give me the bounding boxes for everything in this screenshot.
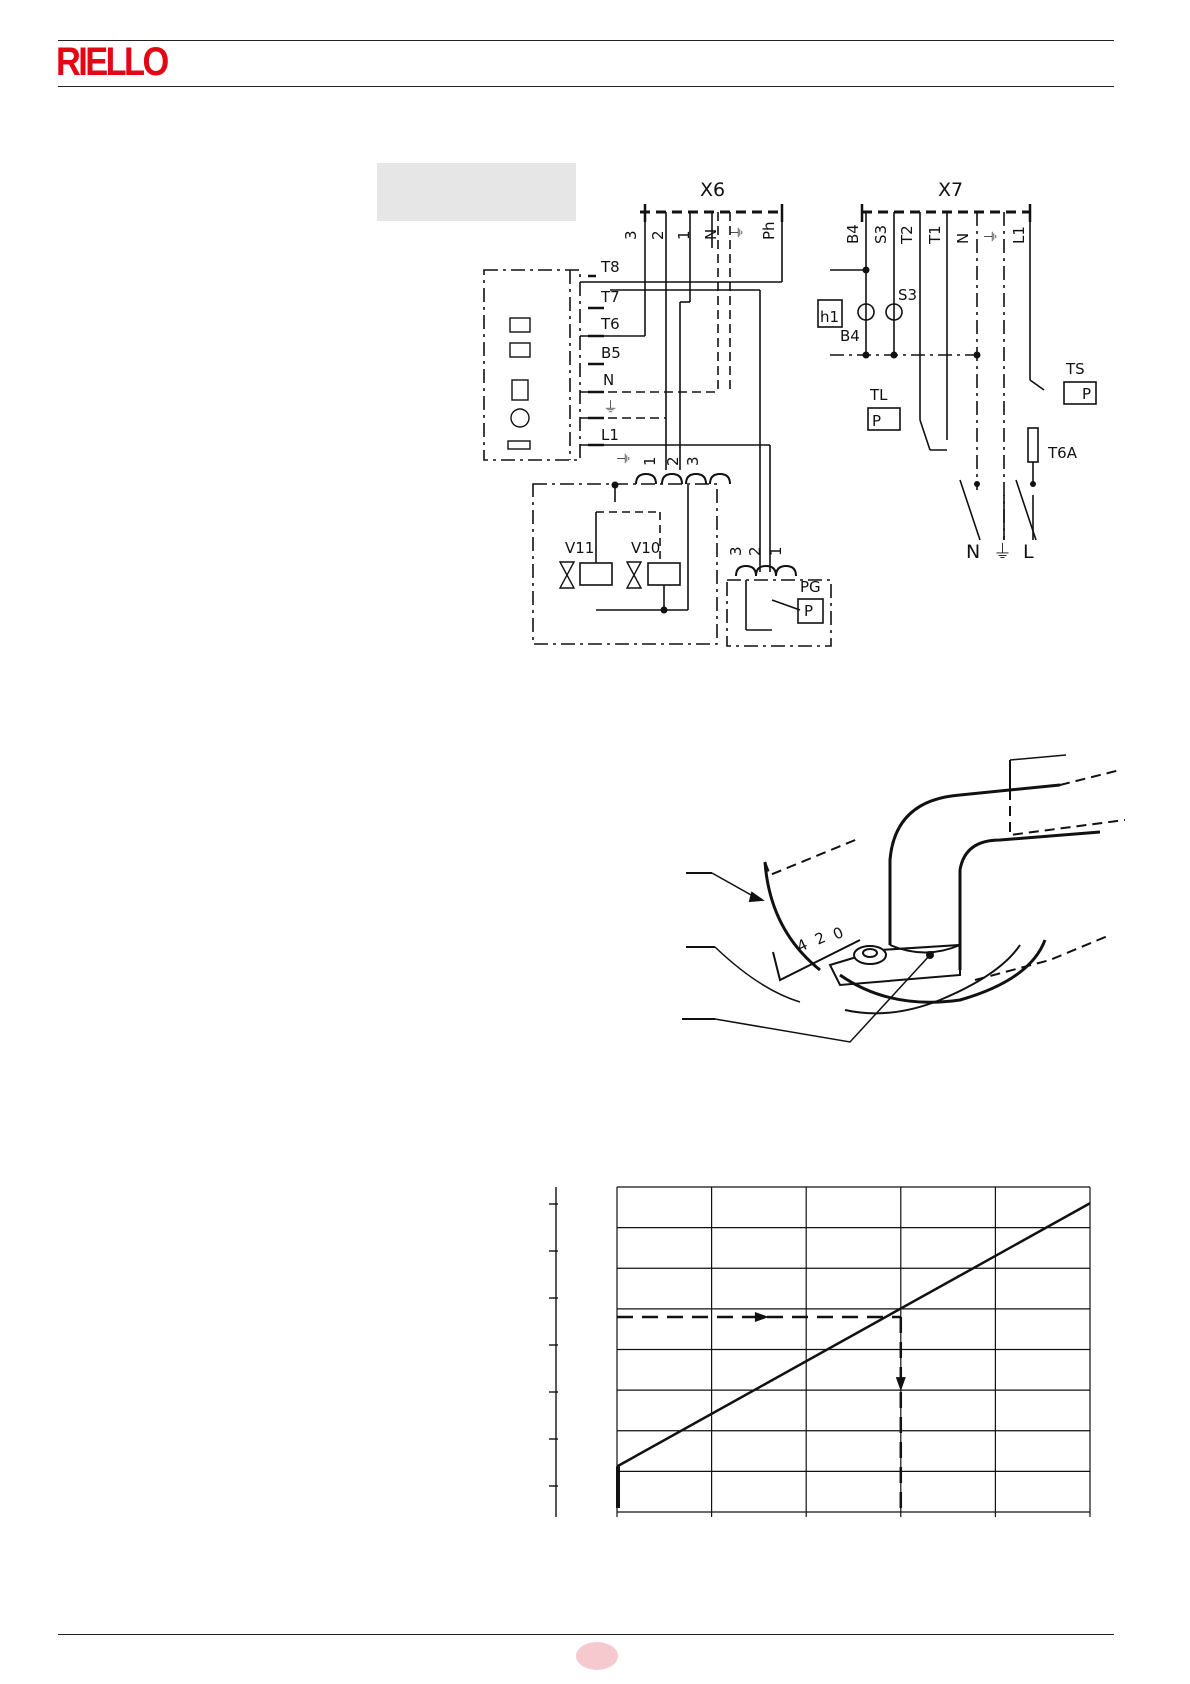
pg-pin-2: 2 [746, 546, 764, 556]
vps-terminal-b5: B5 [601, 344, 621, 362]
page-number-marker [576, 1642, 618, 1670]
pg-pin-1: 1 [767, 546, 785, 556]
footer-rule [58, 1634, 1114, 1635]
x7-pin-t1: T1 [926, 225, 944, 244]
x6-title: X6 [700, 179, 726, 201]
riello-logo: RIELLO [56, 40, 167, 84]
graph-arrow-down [896, 1377, 906, 1391]
x6-pin-n: N [702, 228, 720, 240]
pg-p-symbol: P [804, 602, 814, 620]
x7-pin-s3: S3 [872, 224, 890, 244]
plug-pin-2: 2 [664, 456, 682, 466]
vps-terminal-earth: ⏚ [603, 398, 619, 416]
graph-characteristic-line [617, 1203, 1090, 1466]
x6-pin-ph: Ph [760, 221, 778, 240]
vps-terminal-t8: T8 [601, 258, 620, 276]
plug-pin-3: 3 [684, 456, 702, 466]
vps-terminal-t6: T6 [601, 315, 620, 333]
x6-pin-3: 3 [622, 230, 640, 240]
dial-mark-4: 4 [794, 935, 811, 956]
dial-mark-2: 2 [812, 928, 829, 949]
valve-v10-label: V10 [631, 539, 661, 557]
x6-pin-2: 2 [649, 230, 667, 240]
graph-arrow-right [755, 1312, 769, 1322]
x7-pin-b4: B4 [844, 224, 862, 244]
fuse-t6a-label: T6A [1048, 444, 1077, 462]
ts-p-symbol: P [1082, 385, 1092, 403]
x6-pin-1: 1 [675, 230, 693, 240]
s3-label: S3 [898, 286, 918, 304]
tl-label: TL [870, 386, 888, 404]
x7-pin-n: N [954, 232, 972, 244]
tl-p-symbol: P [872, 412, 882, 430]
x7-pin-earth: ⏚ [982, 228, 1000, 244]
pg-pin-3: 3 [727, 546, 745, 556]
vps-terminal-n: N [603, 371, 615, 389]
x7-title: X7 [938, 179, 964, 201]
dial-mark-0: 0 [830, 923, 847, 944]
mains-l-label: L [1023, 541, 1034, 563]
valve-v11-label: V11 [565, 539, 595, 557]
x6-pin-earth: ⏚ [728, 224, 746, 240]
vps-terminal-t7: T7 [601, 288, 620, 306]
b4-label: B4 [840, 327, 860, 345]
pg-label: PG [800, 578, 821, 596]
ts-label: TS [1066, 360, 1085, 378]
h1-label: h1 [820, 308, 840, 326]
vps-terminal-l1: L1 [601, 426, 619, 444]
plug-pin-earth: ⏚ [615, 450, 633, 466]
mains-earth-label: ⏚ [993, 541, 1013, 563]
plug-pin-1: 1 [641, 456, 659, 466]
mains-n-label: N [966, 541, 981, 563]
x7-pin-t2: T2 [898, 225, 916, 244]
x7-pin-l1: L1 [1010, 226, 1028, 244]
